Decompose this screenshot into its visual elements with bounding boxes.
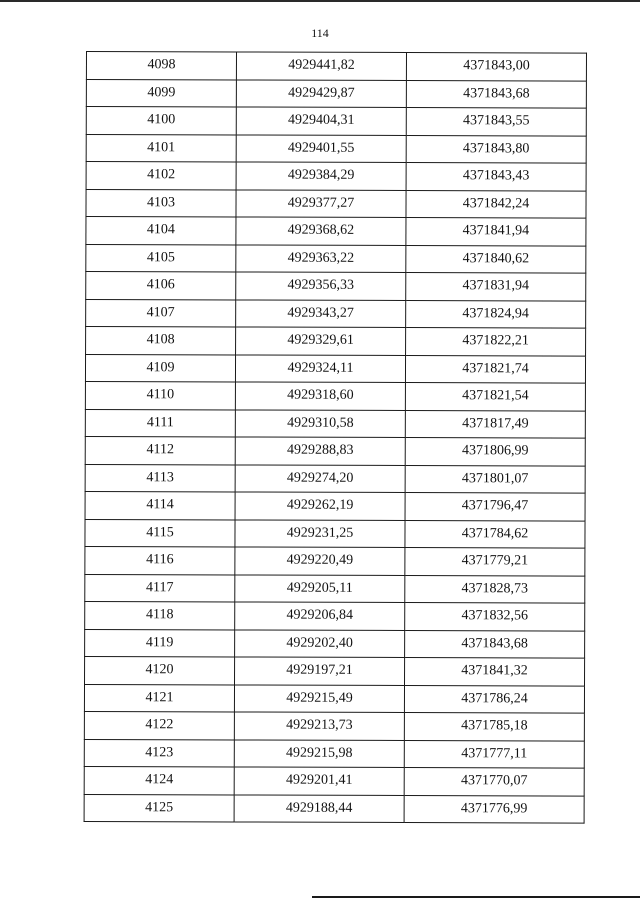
point-number-cell: 4114 <box>85 491 235 519</box>
x-coordinate-cell: 4929329,61 <box>236 327 406 355</box>
coordinates-table-body <box>84 52 586 824</box>
point-number-cell: 4105 <box>86 244 236 272</box>
table-row <box>85 546 585 575</box>
y-coordinate-cell: 4371801,07 <box>405 465 585 493</box>
y-coordinate-cell: 4371786,24 <box>404 685 584 713</box>
x-coordinate-cell: 4929404,31 <box>236 107 406 135</box>
table-row <box>86 162 586 191</box>
scan-edge-top <box>0 0 640 2</box>
table-row <box>85 656 585 685</box>
x-coordinate-cell: 4929202,40 <box>235 629 405 657</box>
point-number-cell: 4108 <box>86 327 236 355</box>
x-coordinate-cell: 4929368,62 <box>236 217 406 245</box>
y-coordinate-cell: 4371843,00 <box>406 53 586 81</box>
y-coordinate-cell: 4371785,18 <box>404 713 584 741</box>
x-coordinate-cell: 4929201,41 <box>234 767 404 795</box>
table-row <box>85 491 585 520</box>
x-coordinate-cell: 4929288,83 <box>235 437 405 465</box>
y-coordinate-cell: 4371843,43 <box>406 163 586 191</box>
table-row <box>86 52 586 81</box>
y-coordinate-cell: 4371828,73 <box>405 575 585 603</box>
point-number-cell: 4115 <box>85 519 235 547</box>
table-row <box>86 272 586 301</box>
y-coordinate-cell: 4371843,80 <box>406 135 586 163</box>
point-number-cell: 4111 <box>85 409 235 437</box>
x-coordinate-cell: 4929441,82 <box>236 52 406 80</box>
x-coordinate-cell: 4929274,20 <box>235 464 405 492</box>
point-number-cell: 4101 <box>86 134 236 162</box>
table-row <box>85 629 585 658</box>
point-number-cell: 4113 <box>85 464 235 492</box>
x-coordinate-cell: 4929324,11 <box>235 354 405 382</box>
point-number-cell: 4123 <box>84 739 234 767</box>
x-coordinate-cell: 4929343,27 <box>236 299 406 327</box>
x-coordinate-cell: 4929377,27 <box>236 189 406 217</box>
table-row <box>86 217 586 246</box>
table-row <box>84 684 584 713</box>
point-number-cell: 4106 <box>86 272 236 300</box>
y-coordinate-cell: 4371777,11 <box>404 740 584 768</box>
x-coordinate-cell: 4929262,19 <box>235 492 405 520</box>
y-coordinate-cell: 4371841,94 <box>406 218 586 246</box>
y-coordinate-cell: 4371821,54 <box>405 383 585 411</box>
y-coordinate-cell: 4371841,32 <box>405 658 585 686</box>
x-coordinate-cell: 4929188,44 <box>234 794 404 822</box>
table-row <box>85 464 585 493</box>
y-coordinate-cell: 4371831,94 <box>406 273 586 301</box>
table-row <box>85 519 585 548</box>
table-row <box>85 409 585 438</box>
point-number-cell: 4109 <box>85 354 235 382</box>
point-number-cell: 4117 <box>85 574 235 602</box>
x-coordinate-cell: 4929205,11 <box>235 574 405 602</box>
point-number-cell: 4107 <box>86 299 236 327</box>
point-number-cell: 4103 <box>86 189 236 217</box>
table-row <box>86 299 586 328</box>
x-coordinate-cell: 4929401,55 <box>236 134 406 162</box>
x-coordinate-cell: 4929429,87 <box>236 79 406 107</box>
y-coordinate-cell: 4371776,99 <box>404 795 584 823</box>
table-row <box>86 79 586 108</box>
point-number-cell: 4119 <box>85 629 235 657</box>
point-number-cell: 4125 <box>84 794 234 822</box>
x-coordinate-cell: 4929215,49 <box>234 684 404 712</box>
y-coordinate-cell: 4371843,55 <box>406 108 586 136</box>
point-number-cell: 4118 <box>85 601 235 629</box>
table-row <box>84 711 584 740</box>
y-coordinate-cell: 4371779,21 <box>405 548 585 576</box>
y-coordinate-cell: 4371770,07 <box>404 768 584 796</box>
point-number-cell: 4102 <box>86 162 236 190</box>
y-coordinate-cell: 4371843,68 <box>406 80 586 108</box>
y-coordinate-cell: 4371822,21 <box>406 328 586 356</box>
y-coordinate-cell: 4371840,62 <box>406 245 586 273</box>
point-number-cell: 4124 <box>84 766 234 794</box>
y-coordinate-cell: 4371824,94 <box>406 300 586 328</box>
y-coordinate-cell: 4371821,74 <box>405 355 585 383</box>
point-number-cell: 4116 <box>85 546 235 574</box>
table-row <box>85 574 585 603</box>
point-number-cell: 4121 <box>84 684 234 712</box>
y-coordinate-cell: 4371832,56 <box>405 603 585 631</box>
table-row <box>86 189 586 218</box>
y-coordinate-cell: 4371842,24 <box>406 190 586 218</box>
x-coordinate-cell: 4929220,49 <box>235 547 405 575</box>
x-coordinate-cell: 4929318,60 <box>235 382 405 410</box>
table-row <box>86 244 586 273</box>
y-coordinate-cell: 4371817,49 <box>405 410 585 438</box>
table-row <box>84 794 584 823</box>
scan-edge-bottom <box>312 896 640 898</box>
table-row <box>85 381 585 410</box>
table-row <box>86 134 586 163</box>
coordinates-table <box>84 51 587 824</box>
table-row <box>85 601 585 630</box>
x-coordinate-cell: 4929206,84 <box>235 602 405 630</box>
table-row <box>86 107 586 136</box>
point-number-cell: 4120 <box>85 656 235 684</box>
x-coordinate-cell: 4929363,22 <box>236 244 406 272</box>
x-coordinate-cell: 4929213,73 <box>234 712 404 740</box>
x-coordinate-cell: 4929231,25 <box>235 519 405 547</box>
y-coordinate-cell: 4371806,99 <box>405 438 585 466</box>
point-number-cell: 4110 <box>85 381 235 409</box>
y-coordinate-cell: 4371843,68 <box>405 630 585 658</box>
table-row <box>86 327 586 356</box>
point-number-cell: 4104 <box>86 217 236 245</box>
x-coordinate-cell: 4929310,58 <box>235 409 405 437</box>
point-number-cell: 4112 <box>85 436 235 464</box>
table-row <box>84 739 584 768</box>
point-number-cell: 4100 <box>86 107 236 135</box>
point-number-cell: 4098 <box>86 52 236 80</box>
x-coordinate-cell: 4929197,21 <box>235 657 405 685</box>
x-coordinate-cell: 4929215,98 <box>234 739 404 767</box>
page-number: 114 <box>311 26 329 40</box>
table-row <box>85 354 585 383</box>
x-coordinate-cell: 4929384,29 <box>236 162 406 190</box>
y-coordinate-cell: 4371796,47 <box>405 493 585 521</box>
y-coordinate-cell: 4371784,62 <box>405 520 585 548</box>
table-row <box>85 436 585 465</box>
x-coordinate-cell: 4929356,33 <box>236 272 406 300</box>
table-row <box>84 766 584 795</box>
point-number-cell: 4099 <box>86 79 236 107</box>
point-number-cell: 4122 <box>84 711 234 739</box>
